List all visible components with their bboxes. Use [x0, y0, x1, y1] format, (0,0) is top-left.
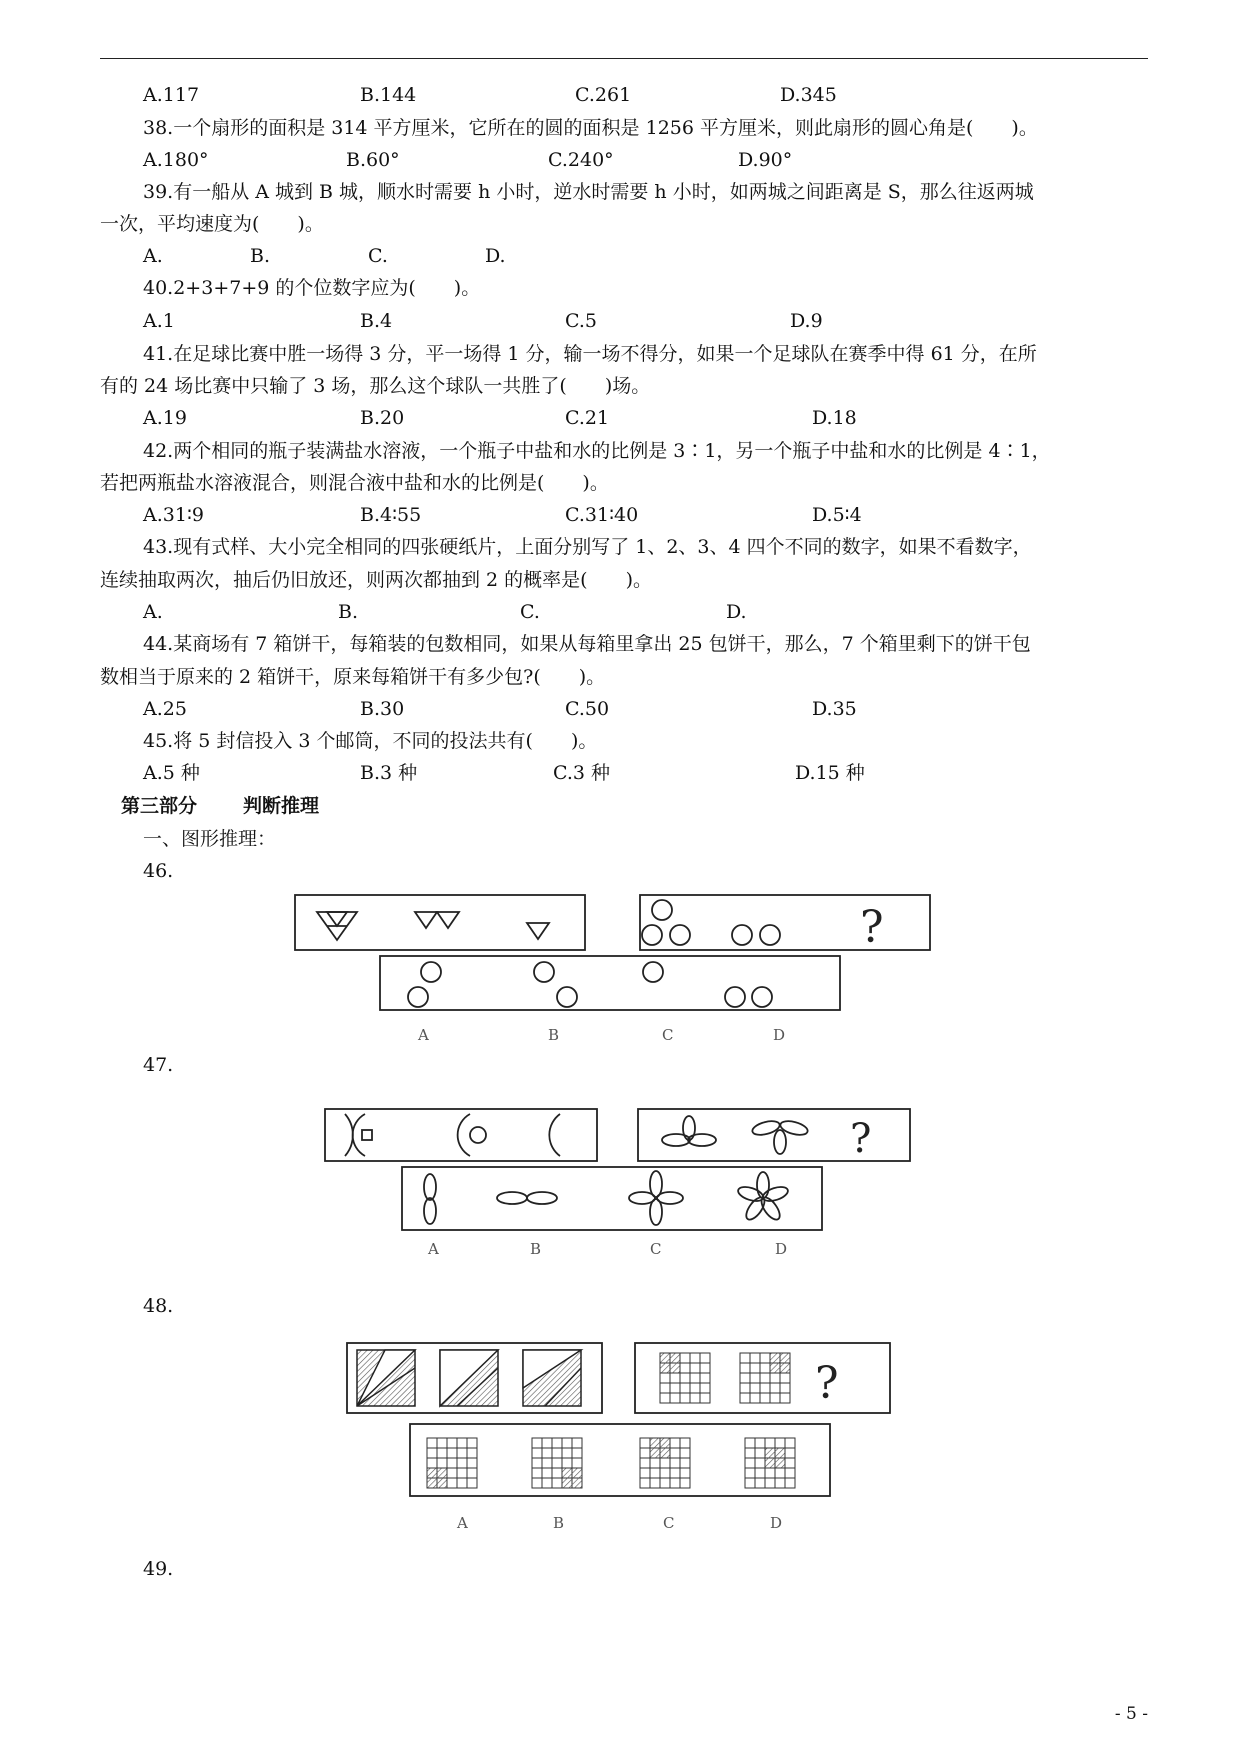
q39-text-line1: 39.有一船从 A 城到 B 城，顺水时需要 h 小时，逆水时需要 h 小时，如两城之间距离是 S，那么往返两城: [143, 181, 1034, 203]
q38-text: 38.一个扇形的面积是 314 平方厘米，它所在的圆的面积是 1256 平方厘米，则此扇形的圆心角是( )。: [143, 117, 1038, 139]
q42-text-line2: 若把两瓶盐水溶液混合，则混合液中盐和水的比例是( )。: [100, 472, 609, 494]
q48-question-mark: ?: [815, 1358, 839, 1409]
q48-option-d-grid: [745, 1438, 795, 1488]
q38-option-d: D.90°: [738, 149, 793, 171]
q48-option-b-grid: [532, 1438, 582, 1488]
q47-small-circle: [470, 1127, 486, 1143]
q46-label-d: D: [773, 1026, 786, 1044]
q48-label-a: A: [457, 1514, 468, 1532]
q47-question-mark: ?: [850, 1116, 872, 1162]
q47-petal: [662, 1134, 690, 1146]
q42-option-d: D.5∶4: [812, 504, 862, 526]
section-part: 第三部分: [121, 795, 198, 817]
q45-option-a: A.5 种: [143, 762, 200, 784]
q41-option-d: D.18: [812, 407, 857, 429]
q37-option-a: A.117: [143, 84, 200, 106]
q37-option-c: C.261: [575, 84, 632, 106]
q46-question-panel-right: [640, 895, 930, 950]
q47-crescent: [549, 1114, 560, 1156]
q43-option-d: D.: [726, 601, 747, 623]
q44-option-a: A.25: [143, 698, 187, 720]
q41-option-b: B.20: [360, 407, 405, 429]
q47-petal: [751, 1119, 781, 1138]
page-number: - 5 -: [1114, 1704, 1148, 1724]
q46-triangle: [437, 912, 459, 928]
q47-option-a-petal: [424, 1174, 436, 1200]
q46-option-d-circle: [725, 987, 745, 1007]
q48-figure: [345, 1338, 905, 1538]
q42-text-line1: 42.两个相同的瓶子装满盐水溶液，一个瓶子中盐和水的比例是 3∶1，另一个瓶子中盐和水的比例是 4∶1，: [143, 440, 1051, 462]
q41-text-line1: 41.在足球比赛中胜一场得 3 分，平一场得 1 分，输一场不得分，如果一个足球队在赛季中得 61 分，在所: [143, 343, 1037, 365]
q48-figure-svg: [345, 1338, 905, 1538]
q46-circle: [732, 925, 752, 945]
q47-option-b-petal: [497, 1192, 527, 1204]
q39-option-a: A.: [143, 245, 163, 267]
q38-option-c: C.240°: [548, 149, 614, 171]
q48-label-b: B: [553, 1514, 565, 1532]
q42-option-b: B.4∶55: [360, 504, 422, 526]
q48-hatched-square: [523, 1350, 581, 1406]
q41-option-a: A.19: [143, 407, 187, 429]
q46-option-a-circle: [421, 962, 441, 982]
q47-option-d-flower: [736, 1172, 789, 1223]
q47-label-a: A: [428, 1240, 439, 1258]
q44-option-b: B.30: [360, 698, 405, 720]
q46-question-mark: ?: [860, 902, 884, 953]
q48-option-c-grid: [640, 1438, 690, 1488]
q40-option-d: D.9: [790, 310, 823, 332]
subsection-heading: 一、图形推理：: [143, 828, 277, 850]
q46-option-b-circle: [557, 987, 577, 1007]
q45-option-d: D.15 种: [795, 762, 865, 784]
q46-option-d-circle: [752, 987, 772, 1007]
q48-label-d: D: [770, 1514, 783, 1532]
q47-figure: [320, 1104, 920, 1264]
q47-label-d: D: [775, 1240, 788, 1258]
q45-option-b: B.3 种: [360, 762, 418, 784]
q41-option-c: C.21: [565, 407, 610, 429]
q39-option-d: D.: [485, 245, 506, 267]
q43-option-a: A.: [143, 601, 163, 623]
q43-text-line2: 连续抽取两次，抽后仍旧放还，则两次都抽到 2 的概率是( )。: [100, 569, 652, 591]
q43-text-line1: 43.现有式样、大小完全相同的四张硬纸片，上面分别写了 1、2、3、4 四个不同的数字，如果不看数字，: [143, 536, 1032, 558]
q46-figure: [290, 890, 940, 1050]
q46-circle: [642, 925, 662, 945]
q39-option-b: B.: [250, 245, 271, 267]
header-rule: [100, 58, 1148, 59]
q42-option-c: C.31∶40: [565, 504, 639, 526]
q48-hatched-square: [357, 1350, 415, 1406]
q48-label-c: C: [663, 1514, 675, 1532]
q43-option-b: B.: [338, 601, 359, 623]
q46-number: 46.: [143, 860, 174, 882]
section-heading: [121, 793, 365, 819]
q46-label-c: C: [662, 1026, 674, 1044]
q46-circle: [760, 925, 780, 945]
q46-circle: [652, 900, 672, 920]
q48-hatched-square: [440, 1350, 498, 1406]
q43-option-c: C.: [520, 601, 540, 623]
q47-square: [362, 1130, 372, 1140]
q46-triangle: [527, 923, 549, 939]
q38-option-b: B.60°: [346, 149, 400, 171]
q47-label-b: B: [530, 1240, 542, 1258]
section-title: 判断推理: [243, 795, 320, 817]
q46-option-a-circle: [408, 987, 428, 1007]
q44-text-line2: 数相当于原来的 2 箱饼干，原来每箱饼干有多少包?( )。: [100, 666, 606, 688]
q37-option-b: B.144: [360, 84, 417, 106]
q39-option-c: C.: [368, 245, 388, 267]
q47-crescent: [458, 1114, 470, 1156]
q40-text: 40.2+3+7+9 的个位数字应为( )。: [143, 277, 481, 299]
q40-option-a: A.1: [143, 310, 175, 332]
q47-label-c: C: [650, 1240, 662, 1258]
q47-number: 47.: [143, 1054, 174, 1076]
q44-option-d: D.35: [812, 698, 857, 720]
q48-number: 48.: [143, 1295, 174, 1317]
q38-option-a: A.180°: [143, 149, 209, 171]
q46-label-b: B: [548, 1026, 560, 1044]
q45-option-c: C.3 种: [553, 762, 611, 784]
q46-circle: [670, 925, 690, 945]
q40-option-c: C.5: [565, 310, 597, 332]
q45-text: 45.将 5 封信投入 3 个邮筒，不同的投法共有( )。: [143, 730, 598, 752]
q42-option-a: A.31∶9: [143, 504, 204, 526]
q47-figure-svg: [320, 1104, 920, 1264]
q40-option-b: B.4: [360, 310, 393, 332]
q37-option-d: D.345: [780, 84, 837, 106]
q46-label-a: A: [418, 1026, 429, 1044]
q48-grid: [740, 1353, 790, 1403]
q41-text-line2: 有的 24 场比赛中只输了 3 场，那么这个球队一共胜了( )场。: [100, 375, 651, 397]
q48-grid: [660, 1353, 710, 1403]
q46-figure-svg: [290, 890, 940, 1050]
q39-text-line2: 一次，平均速度为( )。: [100, 213, 324, 235]
q46-option-c-circle: [643, 962, 663, 982]
q44-option-c: C.50: [565, 698, 610, 720]
q49-number: 49.: [143, 1558, 174, 1580]
q48-option-a-grid: [427, 1438, 477, 1488]
q47-crescent: [353, 1114, 365, 1156]
q44-text-line1: 44.某商场有 7 箱饼干，每箱装的包数相同，如果从每箱里拿出 25 包饼干，那么，7 个箱里剩下的饼干包: [143, 633, 1031, 655]
q46-triangle: [415, 912, 437, 928]
q46-option-b-circle: [534, 962, 554, 982]
